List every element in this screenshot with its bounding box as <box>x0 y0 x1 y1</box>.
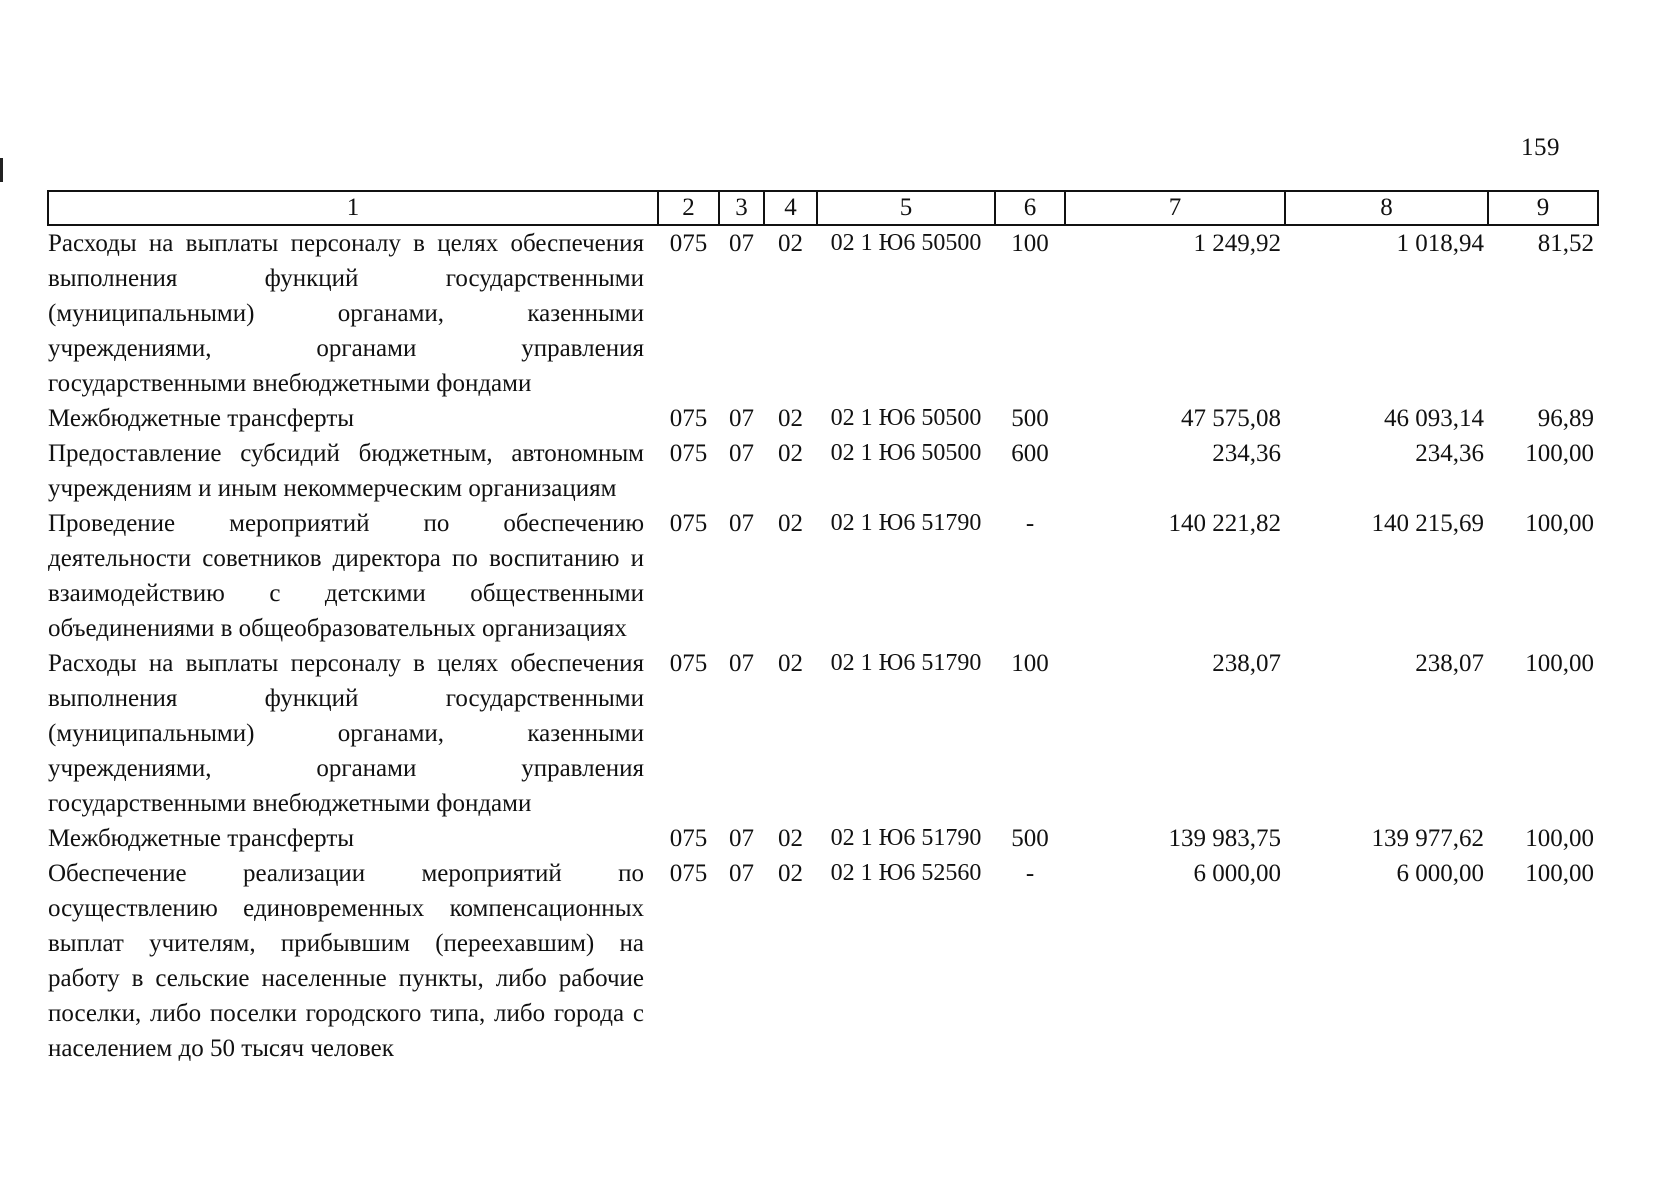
column-header: 6 <box>995 191 1065 225</box>
row-subsection-code: 02 <box>778 230 803 257</box>
row-actual-amount: 46 093,14 <box>1384 405 1484 432</box>
row-actual-amount: 140 215,69 <box>1371 510 1484 537</box>
column-header: 9 <box>1488 191 1598 225</box>
row-actual-amount: 6 000,00 <box>1396 860 1484 887</box>
table-header <box>48 191 1598 225</box>
row-actual-amount: 139 977,62 <box>1371 825 1484 852</box>
row-actual-amount: 234,36 <box>1415 440 1484 467</box>
column-header: 2 <box>658 191 719 225</box>
column-header: 1 <box>48 191 658 225</box>
row-grbs-code: 075 <box>669 405 708 432</box>
row-target-article: 02 1 Ю6 51790 <box>830 825 982 851</box>
row-percent: 100,00 <box>1525 650 1594 677</box>
table-row <box>48 646 1598 821</box>
row-plan-amount: 234,36 <box>1212 440 1281 467</box>
row-expense-type: 100 <box>1011 650 1049 677</box>
row-name: Расходы на выплаты персоналу в целях обеспечения выполнения функций государственными (муниципальными) органами, казенными учреждениями, органами управления государственными внебюджетными фондами <box>48 230 644 397</box>
row-subsection-code: 02 <box>778 405 803 432</box>
row-expense-type: 100 <box>1011 230 1049 257</box>
column-header: 4 <box>764 191 817 225</box>
page-number: 159 <box>1521 134 1560 161</box>
row-plan-amount: 47 575,08 <box>1181 405 1281 432</box>
column-header: 5 <box>817 191 995 225</box>
row-section-code: 07 <box>729 230 754 257</box>
column-header: 8 <box>1285 191 1488 225</box>
table-row <box>48 401 1598 436</box>
row-name: Обеспечение реализации мероприятий по осуществлению единовременных компенсационных выплат учителям, прибывшим (переехавшим) на работу в сельские населенные пункты, либо рабочие поселки, либо поселки городского типа, либо города с населением до 50 тысяч человек <box>48 860 644 1062</box>
row-grbs-code: 075 <box>669 650 708 677</box>
row-grbs-code: 075 <box>669 825 708 852</box>
row-actual-amount: 238,07 <box>1415 650 1484 677</box>
row-target-article: 02 1 Ю6 50500 <box>830 405 982 431</box>
row-subsection-code: 02 <box>778 650 803 677</box>
row-name: Расходы на выплаты персоналу в целях обеспечения выполнения функций государственными (муниципальными) органами, казенными учреждениями, органами управления государственными внебюджетными фондами <box>48 650 644 817</box>
row-subsection-code: 02 <box>778 860 803 887</box>
row-target-article: 02 1 Ю6 50500 <box>830 230 982 256</box>
row-target-article: 02 1 Ю6 51790 <box>830 510 982 536</box>
row-grbs-code: 075 <box>669 440 708 467</box>
row-percent: 100,00 <box>1525 825 1594 852</box>
row-plan-amount: 139 983,75 <box>1168 825 1281 852</box>
table-row <box>48 225 1598 401</box>
table-row <box>48 856 1598 1066</box>
row-section-code: 07 <box>729 510 754 537</box>
row-grbs-code: 075 <box>669 860 708 887</box>
row-expense-type: - <box>1025 860 1035 887</box>
row-plan-amount: 6 000,00 <box>1193 860 1281 887</box>
row-subsection-code: 02 <box>778 510 803 537</box>
row-target-article: 02 1 Ю6 52560 <box>830 860 982 886</box>
row-plan-amount: 1 249,92 <box>1193 230 1281 257</box>
row-percent: 100,00 <box>1525 510 1594 537</box>
row-percent: 81,52 <box>1537 230 1594 257</box>
row-expense-type: - <box>1025 510 1035 537</box>
row-section-code: 07 <box>729 440 754 467</box>
table-row <box>48 821 1598 856</box>
row-grbs-code: 075 <box>669 510 708 537</box>
row-name: Межбюджетные трансферты <box>48 405 355 432</box>
row-expense-type: 600 <box>1011 440 1049 467</box>
row-percent: 100,00 <box>1525 440 1594 467</box>
column-header: 7 <box>1065 191 1285 225</box>
row-name: Предоставление субсидий бюджетным, автономным учреждениям и иным некоммерческим организациям <box>48 440 644 502</box>
row-name: Проведение мероприятий по обеспечению деятельности советников директора по воспитанию и взаимодействию с детскими общественными объединениями в общеобразовательных организациях <box>48 510 644 642</box>
table-body <box>48 225 1598 1066</box>
row-percent: 100,00 <box>1525 860 1594 887</box>
scan-edge-mark <box>0 158 3 182</box>
table-row <box>48 436 1598 506</box>
row-target-article: 02 1 Ю6 50500 <box>830 440 982 466</box>
row-actual-amount: 1 018,94 <box>1396 230 1484 257</box>
row-subsection-code: 02 <box>778 825 803 852</box>
row-plan-amount: 140 221,82 <box>1168 510 1281 537</box>
row-section-code: 07 <box>729 860 754 887</box>
row-expense-type: 500 <box>1011 825 1049 852</box>
row-plan-amount: 238,07 <box>1212 650 1281 677</box>
row-percent: 96,89 <box>1537 405 1594 432</box>
row-section-code: 07 <box>729 825 754 852</box>
row-section-code: 07 <box>729 405 754 432</box>
header-row <box>48 191 1598 225</box>
column-header: 3 <box>719 191 764 225</box>
table-row <box>48 506 1598 646</box>
row-name: Межбюджетные трансферты <box>48 825 355 852</box>
budget-table <box>47 190 1599 1066</box>
row-subsection-code: 02 <box>778 440 803 467</box>
row-target-article: 02 1 Ю6 51790 <box>830 650 982 676</box>
row-expense-type: 500 <box>1011 405 1049 432</box>
row-section-code: 07 <box>729 650 754 677</box>
row-grbs-code: 075 <box>669 230 708 257</box>
